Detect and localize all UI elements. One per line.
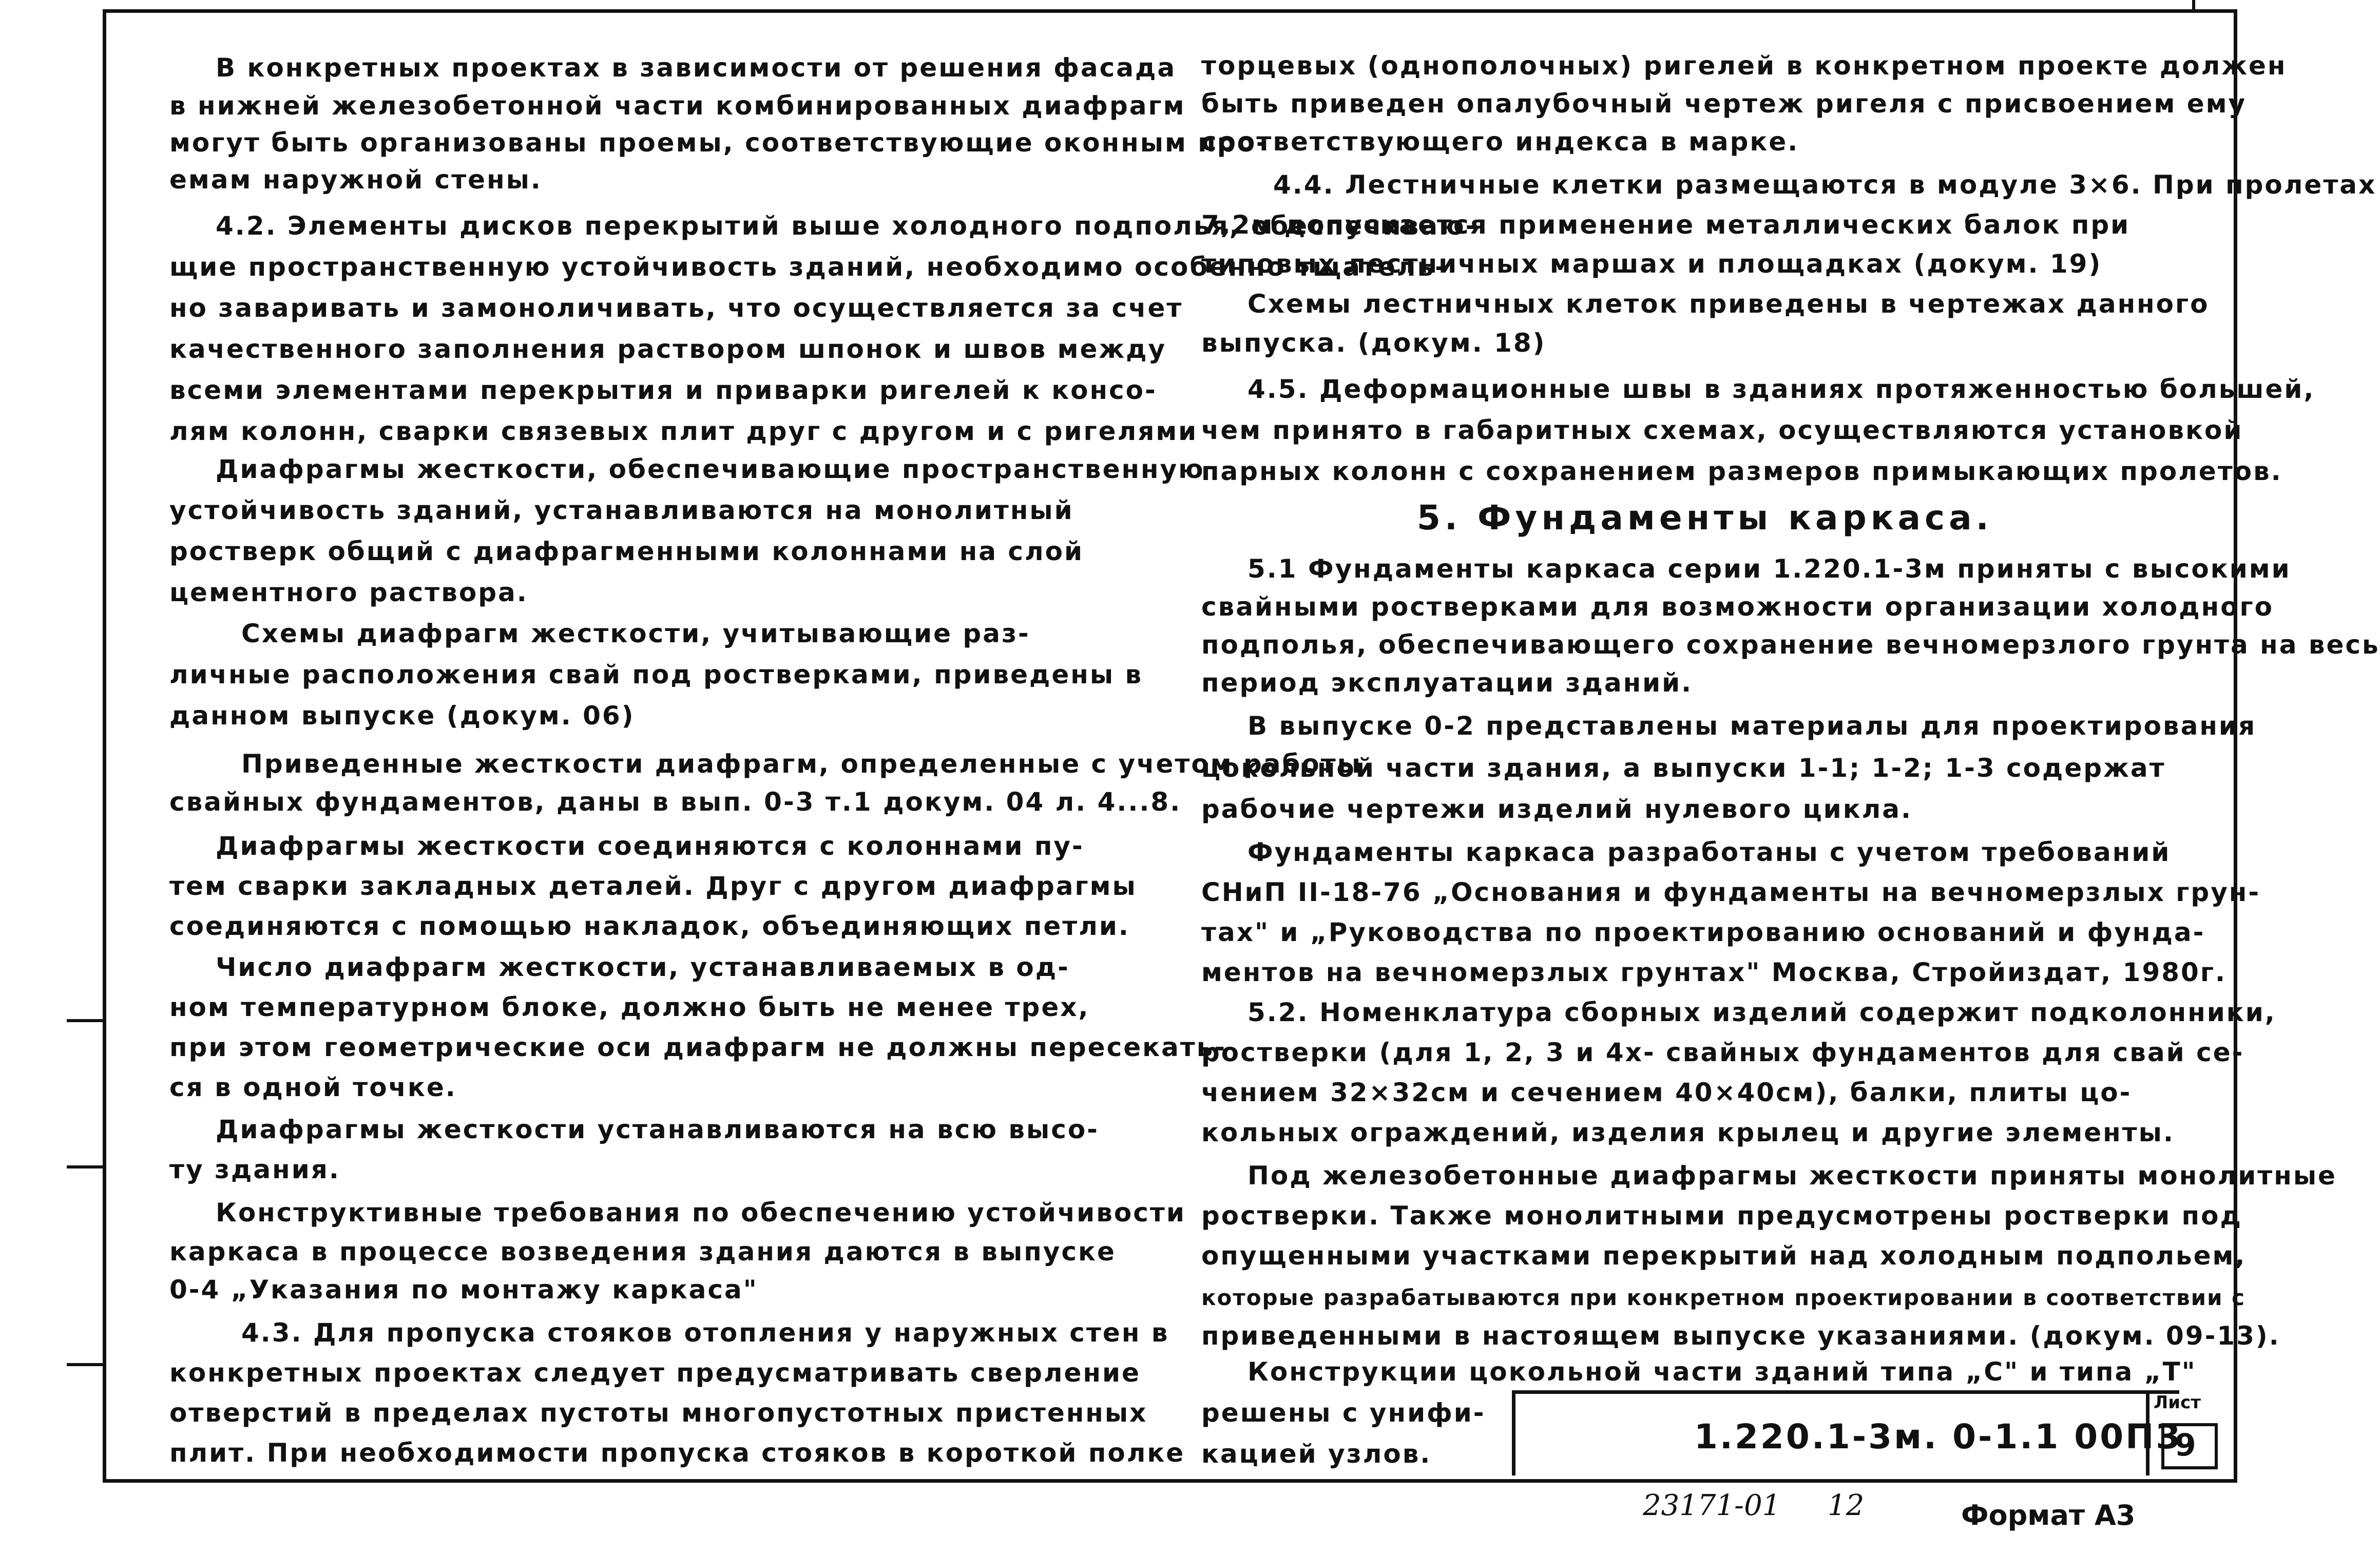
text-line: ном температурном блоке, должно быть не менее трех, bbox=[169, 992, 1090, 1022]
copy-number: 12 bbox=[1828, 1489, 1865, 1522]
sheet-number: 9 bbox=[2175, 1427, 2196, 1463]
text-line: ростверки. Также монолитными предусмотрены ростверки под bbox=[1201, 1201, 2242, 1231]
text-line: личные расположения свай под ростверками, приведены в bbox=[169, 660, 1143, 689]
text-line: Конструкции цокольной части зданий типа „С" и типа „Т" bbox=[1247, 1357, 2197, 1387]
text-line: быть приведен опалубочный чертеж ригеля с присвоением ему bbox=[1201, 89, 2247, 119]
text-line: торцевых (однополочных) ригелей в конкретном проекте должен bbox=[1201, 51, 2287, 81]
text-line: кацией узлов. bbox=[1201, 1439, 1432, 1469]
text-line: В выпуске 0-2 представлены материалы для проектирования bbox=[1247, 711, 2257, 741]
margin-tick bbox=[67, 1363, 103, 1366]
text-line: выпуска. (докум. 18) bbox=[1201, 328, 1546, 358]
text-line: щие пространственную устойчивость зданий, необходимо особенно тщатель- bbox=[169, 252, 1447, 282]
text-line: качественного заполнения раствором шпонок и швов между bbox=[169, 334, 1167, 364]
text-line: В конкретных проектах в зависимости от решения фасада bbox=[216, 53, 1177, 83]
text-line: свайными ростверками для возможности организации холодного bbox=[1201, 592, 2274, 622]
text-line: отверстий в пределах пустоты многопустотных пристенных bbox=[169, 1398, 1148, 1428]
text-line: при этом геометрические оси диафрагм не должны пересекать- bbox=[169, 1032, 1227, 1062]
margin-tick bbox=[67, 1165, 103, 1168]
text-line: подполья, обеспечивающего сохранение вечномерзлого грунта на весь bbox=[1201, 630, 2380, 660]
text-line: 5.2. Номенклатура сборных изделий содержит подколонники, bbox=[1247, 998, 2276, 1027]
margin-tick bbox=[67, 1019, 103, 1022]
text-line: лям колонн, сварки связевых плит друг с другом и с ригелями bbox=[169, 416, 1198, 446]
text-line: опущенными участками перекрытий над холодным подпольем, bbox=[1201, 1241, 2247, 1271]
text-line: свайных фундаментов, даны в вып. 0-3 т.1 докум. 04 л. 4...8. bbox=[169, 787, 1182, 817]
text-line: Конструктивные требования по обеспечению устойчивости bbox=[216, 1198, 1186, 1228]
text-line: цокольной части здания, а выпуски 1-1; 1-2; 1-3 содержат bbox=[1201, 753, 2166, 783]
format-label: Формат А3 bbox=[1961, 1499, 2136, 1531]
text-line: 7,2м допускается применение металлических балок при bbox=[1201, 210, 2131, 240]
text-line: плит. При необходимости пропуска стояков в короткой полке bbox=[169, 1438, 1185, 1468]
text-line: 4.3. Для пропуска стояков отопления у наружных стен в bbox=[241, 1318, 1169, 1348]
text-line: соответствующего индекса в марке. bbox=[1201, 127, 1799, 157]
text-line: период эксплуатации зданий. bbox=[1201, 668, 1693, 698]
text-line: Под железобетонные диафрагмы жесткости приняты монолитные bbox=[1247, 1161, 2337, 1191]
text-line: ментов на вечномерзлых грунтах" Москва, Стройиздат, 1980г. bbox=[1201, 957, 2227, 987]
text-line: Схемы лестничных клеток приведены в чертежах данного bbox=[1247, 289, 2210, 319]
text-line: тах" и „Руководства по проектированию оснований и фунда- bbox=[1201, 917, 2205, 947]
text-line: решены с унифи- bbox=[1201, 1398, 1486, 1428]
text-line: парных колонн с сохранением размеров примыкающих пролетов. bbox=[1201, 456, 2282, 486]
text-line: чем принято в габаритных схемах, осуществляются установкой bbox=[1201, 415, 2243, 445]
text-line: СНиП II-18-76 „Основания и фундаменты на вечномерзлых грун- bbox=[1201, 877, 2261, 907]
text-line: данном выпуске (докум. 06) bbox=[169, 701, 635, 731]
text-line: могут быть организованы проемы, соответствующие оконным про- bbox=[169, 128, 1269, 158]
sheet-label: Лист bbox=[2154, 1392, 2201, 1413]
text-line: Схемы диафрагм жесткости, учитывающие раз- bbox=[241, 619, 1030, 648]
text-line: ту здания. bbox=[169, 1155, 340, 1184]
text-line: рабочие чертежи изделий нулевого цикла. bbox=[1201, 794, 1912, 824]
text-line: цементного раствора. bbox=[169, 578, 528, 607]
corner-tick bbox=[2192, 0, 2195, 12]
text-line: Фундаменты каркаса разработаны с учетом требований bbox=[1247, 837, 2171, 867]
text-line: Диафрагмы жесткости, обеспечивающие пространственную bbox=[216, 454, 1205, 484]
inventory-number: 23171-01 bbox=[1643, 1489, 1781, 1522]
text-line: 4.2. Элементы дисков перекрытий выше холодного подполья, обеспечиваю- bbox=[216, 211, 1478, 241]
text-line: типовых лестничных маршах и площадках (докум. 19) bbox=[1201, 249, 2102, 279]
text-line: тем сварки закладных деталей. Друг с другом диафрагмы bbox=[169, 871, 1137, 901]
text-line: Диафрагмы жесткости соединяются с колоннами пу- bbox=[216, 831, 1084, 861]
text-line: ся в одной точке. bbox=[169, 1072, 457, 1102]
text-line: Число диафрагм жесткости, устанавливаемых в од- bbox=[216, 952, 1070, 982]
text-line: ростверк общий с диафрагменными колоннами на слой bbox=[169, 537, 1084, 566]
text-line: в нижней железобетонной части комбинированных диафрагм bbox=[169, 91, 1186, 121]
text-line: приведенными в настоящем выпуске указаниями. (докум. 09-13). bbox=[1201, 1321, 2280, 1351]
section-heading: 5. Фундаменты каркаса. bbox=[1417, 498, 1993, 538]
text-line: емам наружной стены. bbox=[169, 165, 542, 195]
text-line: 4.5. Деформационные швы в зданиях протяженностью большей, bbox=[1247, 374, 2315, 404]
text-line: Приведенные жесткости диафрагм, определенные с учетом работы bbox=[241, 749, 1362, 779]
text-line: 4.4. Лестничные клетки размещаются в модуле 3×6. При пролетах bbox=[1273, 170, 2377, 200]
text-line: конкретных проектах следует предусматривать сверление bbox=[169, 1358, 1141, 1388]
text-line: ростверки (для 1, 2, 3 и 4х- свайных фундаментов для свай се- bbox=[1201, 1038, 2244, 1067]
text-line: каркаса в процессе возведения здания даются в выпуске bbox=[169, 1237, 1116, 1267]
text-line: чением 32×32см и сечением 40×40см), балки, плиты цо- bbox=[1201, 1078, 2132, 1107]
text-line: которые разрабатываются при конкретном проектировании в соответствии с bbox=[1201, 1285, 2246, 1310]
text-line: Диафрагмы жесткости устанавливаются на всю высо- bbox=[216, 1115, 1099, 1144]
text-line: но заваривать и замоноличивать, что осуществляется за счет bbox=[169, 293, 1183, 323]
text-line: 5.1 Фундаменты каркаса серии 1.220.1-3м приняты с высокими bbox=[1247, 554, 2291, 584]
text-line: 0-4 „Указания по монтажу каркаса" bbox=[169, 1275, 758, 1305]
text-line: кольных ограждений, изделия крылец и другие элементы. bbox=[1201, 1118, 2175, 1147]
text-line: соединяются с помощью накладок, объединяющих петли. bbox=[169, 911, 1130, 941]
text-line: устойчивость зданий, устанавливаются на монолитный bbox=[169, 495, 1074, 525]
text-line: всеми элементами перекрытия и приварки ригелей к консо- bbox=[169, 375, 1157, 405]
document-code: 1.220.1-3м. 0-1.1 00ПЗ bbox=[1694, 1417, 2182, 1457]
